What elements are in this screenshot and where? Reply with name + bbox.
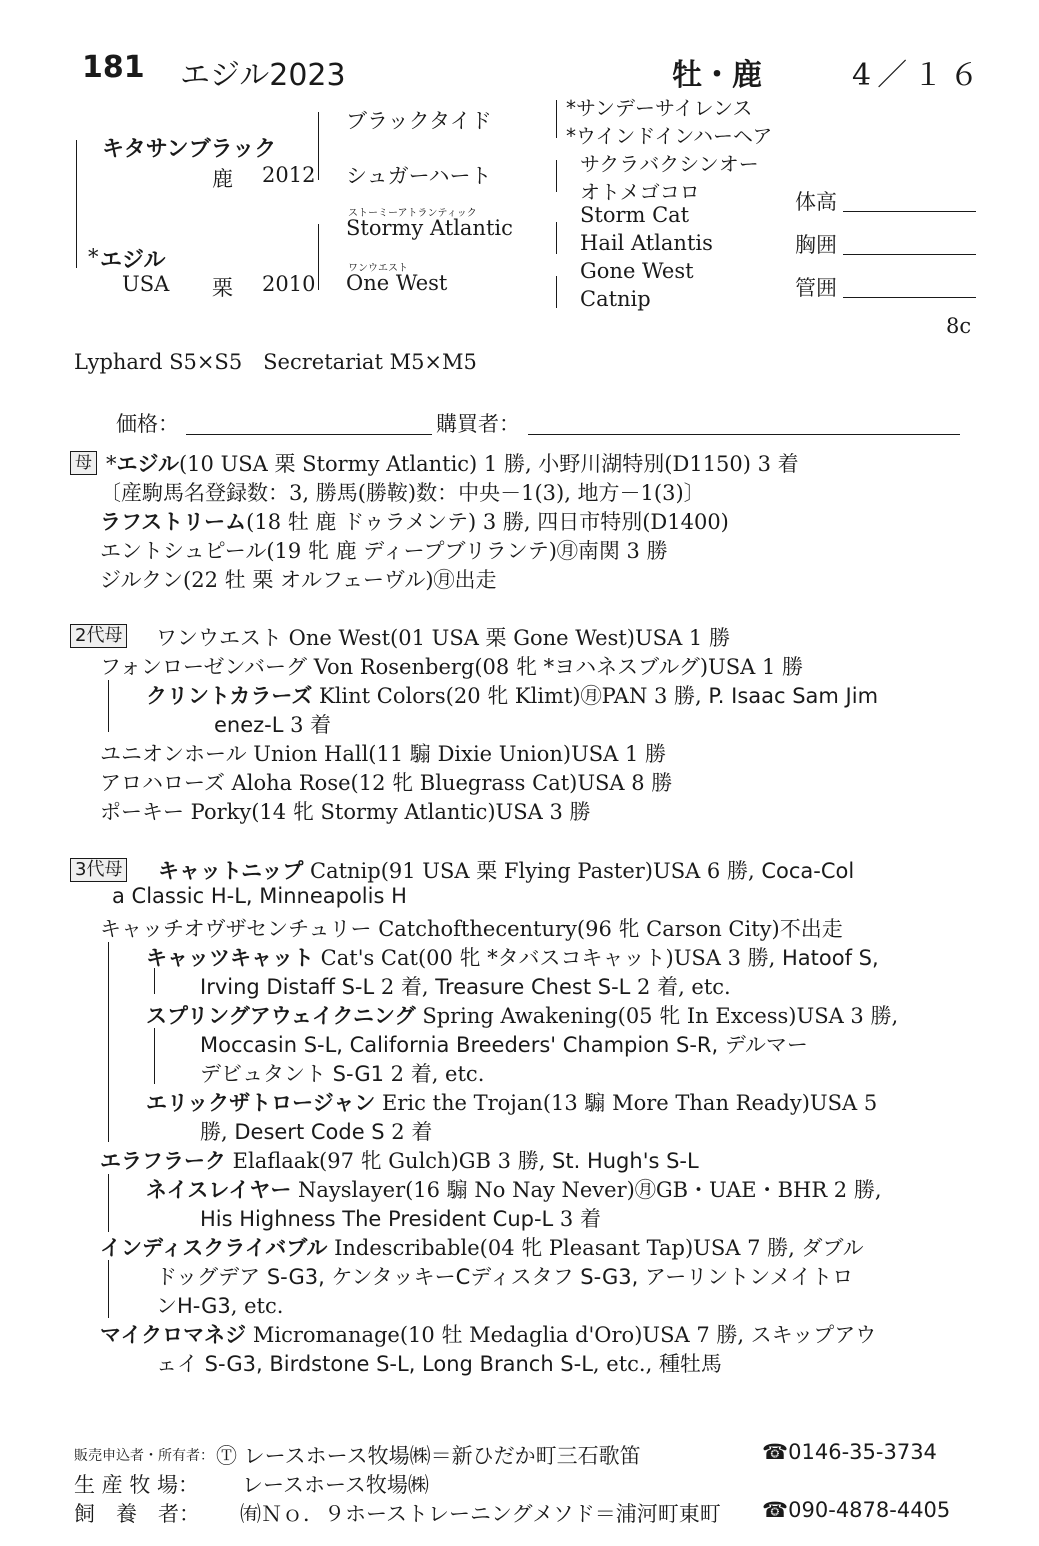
record-line [214, 709, 331, 739]
g3-bracket-4 [556, 276, 557, 308]
horse-name: ラフストリーム [100, 510, 247, 534]
record-line [146, 1087, 877, 1117]
race-title: Treasure Chest S-L [435, 975, 631, 999]
dam-sire-ruby: ストーミーアトランティック [348, 208, 477, 219]
record-line [156, 1261, 853, 1291]
race-title: デビュタント S-G1 [200, 1062, 384, 1086]
sire-year: 2012 [262, 163, 316, 187]
record-text: ジルクン(22 牡 栗 オルフェーヴル)㊊出走 [100, 568, 497, 592]
sire-parents-bracket [318, 112, 319, 180]
keeper-label: 飼 養 者： [74, 1502, 200, 1526]
record-line [158, 855, 854, 885]
seller-phone: ☎0146-35-3734 [762, 1440, 937, 1464]
record-line [200, 1203, 601, 1233]
dam-name: エジル [100, 248, 166, 273]
race-title: enez-L [214, 713, 284, 737]
record-text: , etc. [230, 1294, 284, 1318]
record-text: 〔産駒馬名登録数：3, 勝馬(勝鞍)数：中央－1(3), 地方－1(3)〕 [100, 481, 705, 505]
record-line [100, 651, 803, 681]
second-dam-tag: 2代母 [70, 624, 127, 648]
record-line [146, 680, 878, 710]
record-line [100, 1319, 876, 1349]
record-line [200, 971, 731, 1001]
record-text: 3 着 [553, 1207, 601, 1231]
g3-sire-dam-dam: オトメゴコロ [580, 180, 700, 204]
record-line [100, 738, 666, 768]
race-title: His Highness The President Cup-L [200, 1207, 554, 1231]
race-title: Hatoof S, [782, 946, 879, 970]
record-text: ポーキー Porky(14 牝 Stormy Atlantic)USA 3 勝 [100, 800, 591, 824]
sex-color: 牡・鹿 [672, 58, 762, 93]
record-text: (10 USA 栗 Stormy Atlantic) 1 勝, 小野川湖特別(D1150) 3 着 [178, 452, 799, 476]
family-bar [108, 942, 109, 1142]
sire-sire: ブラックタイド [346, 109, 492, 133]
height-label: 体高 [795, 190, 837, 214]
record-text: Klint Colors(20 牝 Klimt)㊊PAN 3 勝, [312, 684, 709, 708]
family-bar [108, 1174, 109, 1232]
seller-label: 販売申込者・所有者： [74, 1448, 214, 1464]
third-dam-tag: 3代母 [70, 858, 127, 882]
birth-date: 4／１６ [852, 58, 986, 93]
sire-name: キタサンブラック [102, 137, 277, 162]
race-title: Coca-Col [761, 859, 855, 883]
race-title: ドッグデア S-G3, ケンタッキーCディスタフ S-G3, アーリントンメイトロ [156, 1265, 854, 1289]
record-line [100, 913, 843, 943]
record-text: Spring Awakening(05 牝 In Excess)USA 3 勝, [415, 1004, 899, 1028]
buyer-field-line[interactable] [528, 434, 960, 435]
dam-country: USA [122, 272, 170, 296]
dam-parents-bracket [318, 224, 319, 290]
catalog-number: 181 [82, 50, 145, 85]
record-text: ユニオンホール Union Hall(11 騸 Dixie Union)USA 1 勝 [100, 742, 667, 766]
dam-import-mark: * [88, 245, 99, 269]
race-title: ンH-G3 [156, 1294, 231, 1318]
g3-bracket-3 [556, 222, 557, 254]
dam-color: 栗 [212, 276, 233, 300]
race-title: P. Isaac Sam Jim [708, 684, 879, 708]
chest-label: 胸囲 [795, 233, 837, 257]
horse-name: キャットニップ [158, 859, 304, 883]
record-text: Nayslayer(16 騸 No Nay Never)㊊GB・UAE・BHR 2 勝, [291, 1178, 882, 1202]
dam-section-tag: 母 [70, 451, 97, 475]
horse-name: キャッツキャット [146, 946, 314, 970]
dam-sire: Stormy Atlantic [346, 216, 513, 240]
race-title: St. Hugh's S-L [552, 1149, 699, 1173]
race-title: Desert Code S [234, 1120, 385, 1144]
record-text: Micromanage(10 牡 Medaglia d'Oro)USA 7 勝, [246, 1323, 751, 1347]
record-text: Indescribable(04 牝 Pleasant Tap)USA 7 勝, [327, 1236, 802, 1260]
record-line [146, 1000, 898, 1030]
record-text: 勝, [200, 1120, 235, 1144]
race-title: Irving Distaff S-L [200, 975, 375, 999]
record-line [156, 1348, 722, 1378]
dam-dam: One West [346, 271, 448, 295]
record-text: 2 着, [374, 975, 436, 999]
horse-name: インディスクライバブル [100, 1236, 328, 1260]
record-text: 2 着, etc. [630, 975, 731, 999]
record-text: 2 着 [384, 1120, 433, 1144]
record-line [100, 535, 668, 565]
g3-dam-dam-sire: Gone West [580, 259, 694, 283]
race-title: 種牡馬 [658, 1352, 722, 1376]
keeper-value: ㈲Ｎｏ．９ホーストレーニングメソド＝浦河町東町 [240, 1502, 721, 1526]
family-bar [108, 1260, 109, 1318]
chest-field-line[interactable] [843, 254, 976, 255]
buyer-label: 購買者： [436, 412, 520, 436]
price-label: 価格： [116, 412, 179, 436]
race-title: a Classic H-L, Minneapolis H [112, 884, 407, 908]
horse-name: クリントカラーズ [146, 684, 313, 708]
record-line [100, 767, 672, 797]
record-line [200, 1116, 432, 1146]
record-text: ワンウエスト One West(01 USA 栗 Gone West)USA 1 勝 [156, 626, 730, 650]
race-title: スキップアウ [750, 1323, 877, 1347]
horse-name: エジル [116, 452, 179, 476]
cannon-field-line[interactable] [843, 297, 976, 298]
third-dam-section [70, 854, 970, 1384]
record-line [100, 506, 729, 536]
horse-name: エジル2023 [180, 58, 346, 93]
horse-name: ネイスレイヤー [146, 1178, 292, 1202]
record-text: エントシュピール(19 牝 鹿 ディープブリランテ)㊊南関 3 勝 [100, 539, 668, 563]
g3-dam-sire-sire: Storm Cat [580, 203, 690, 227]
sire-color: 鹿 [212, 167, 233, 191]
pedigree-bracket [76, 140, 77, 268]
horse-name: スプリングアウェイクニング [146, 1004, 416, 1028]
keeper-phone: ☎090-4878-4405 [762, 1498, 951, 1522]
price-field-line[interactable] [186, 434, 432, 435]
record-line [112, 884, 407, 908]
g3-dam-sire-dam: Hail Atlantis [580, 231, 713, 255]
race-title: ェイ S-G3, Birdstone S-L, Long Branch S-L [156, 1352, 593, 1376]
record-text: , etc., [592, 1352, 659, 1376]
record-line [156, 1290, 283, 1320]
dam-section [70, 448, 970, 598]
record-text: Eric the Trojan(13 騸 More Than Ready)USA 5 [375, 1091, 878, 1115]
g3-dam-dam-dam: Catnip [580, 287, 651, 311]
record-line [156, 622, 730, 652]
record-line [100, 796, 591, 826]
horse-name: マイクロマネジ [100, 1323, 247, 1347]
second-dam-section [70, 620, 970, 830]
record-text: * [106, 452, 117, 476]
g3-bracket-2 [556, 160, 557, 192]
record-text: Elaflaak(97 牝 Gulch)GB 3 勝, [226, 1149, 553, 1173]
record-text: 2 着, etc. [384, 1062, 485, 1086]
g3-bracket-1 [556, 100, 557, 138]
cannon-label: 管囲 [795, 276, 837, 300]
family-bar [108, 680, 109, 732]
record-text: アロハローズ Aloha Rose(12 牝 Bluegrass Cat)USA 8 勝 [100, 771, 673, 795]
g3-sire-dam-sire: サクラバクシンオー [580, 152, 759, 176]
dam-dam-ruby: ワンウエスト [348, 263, 408, 274]
dam-year: 2010 [262, 272, 316, 296]
record-line [200, 1029, 808, 1059]
record-line [100, 1145, 699, 1175]
record-line [146, 942, 879, 972]
horse-name: エラフラーク [100, 1149, 226, 1173]
record-line [106, 448, 799, 478]
breeder-value: レースホース牧場㈱ [242, 1473, 429, 1497]
height-field-line[interactable] [843, 211, 976, 212]
race-title: ダブル [801, 1236, 864, 1260]
record-text: キャッチオヴザセンチュリー Catchofthecentury(96 牝 Carson City)不出走 [100, 917, 843, 941]
page-code: 8c [946, 314, 972, 338]
horse-name: エリックザトロージャン [146, 1091, 376, 1115]
record-line [100, 564, 497, 594]
record-line [200, 1058, 484, 1088]
breeder-label: 生 産 牧 場： [74, 1473, 200, 1497]
record-text: (18 牡 鹿 ドゥラメンテ) 3 勝, 四日市特別(D1400) [246, 510, 729, 534]
record-line [100, 1232, 864, 1262]
inbreeding-line: Lyphard S5×S5 Secretariat M5×M5 [74, 350, 477, 374]
family-bar [154, 1028, 155, 1084]
record-text: Cat's Cat(00 牝 *タバスコキャット)USA 3 勝, [314, 946, 783, 970]
race-title: Moccasin S-L, California Breeders' Champion S-R, デルマー [200, 1033, 808, 1057]
record-line [100, 477, 705, 507]
g3-sire-sire-dam: *ウインドインハーヘア [566, 124, 773, 148]
seller-value: Ⓣ レースホース牧場㈱＝新ひだか町三石歌笛 [216, 1444, 641, 1468]
record-text: Catnip(91 USA 栗 Flying Paster)USA 6 勝, [303, 859, 762, 883]
record-text: フォンローゼンバーグ Von Rosenberg(08 牝 *ヨハネスブルグ)USA 1 勝 [100, 655, 804, 679]
sire-dam: シュガーハート [346, 164, 492, 188]
record-text: 3 着 [283, 713, 332, 737]
record-line [146, 1174, 882, 1204]
g3-sire-sire-sire: *サンデーサイレンス [566, 96, 753, 120]
